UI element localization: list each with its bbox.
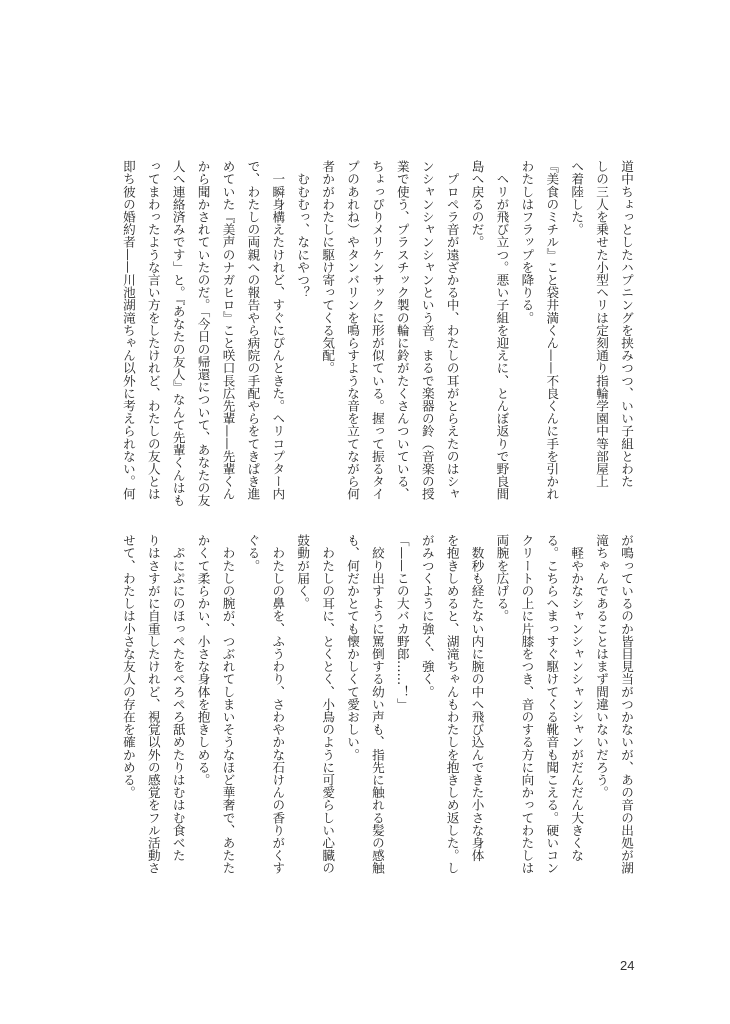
text-line: わたしはフラップを降りる。 <box>519 160 535 324</box>
text-line: 道中ちょっとしたハプニングを挟みつつ、いい子組とわた <box>619 160 634 488</box>
text-line: 数秒も経たない内に腕の中へ飛び込んできた小さな身体 <box>469 534 485 862</box>
text-line: も、何だかとても懐かしくて愛おしい。 <box>345 534 361 761</box>
text-line: 人へ連絡済みです」と。『あなたの友人』なんて先輩くんはも <box>170 160 186 507</box>
text-line: しの三人を乗せた小型ヘリは定刻通り指輪学園中等部屋上 <box>594 160 610 488</box>
text-line: る。こちらへまっすぐ駆けてくる靴音も聞こえる。硬いコン <box>544 534 560 875</box>
text-line: ぐる。 <box>245 534 261 572</box>
text-line: で、わたしの両親への報告やら病院の手配やらをてきぱき進 <box>245 160 261 501</box>
text-line: めていた『美声のナガヒロ』こと咲口長広先輩——先輩くん <box>220 160 236 501</box>
text-line: から聞かされていたのだ。「今日の帰還について、あなたの友 <box>195 160 211 507</box>
text-line: ぷにぷにのほっぺたをぺろぺろ舐めたりはむはむ食べた <box>170 534 186 862</box>
text-line: がみつくように強く、強く。 <box>419 534 435 698</box>
text-line: ンシャンシャンシャンという音。まるで楽器の鈴（音楽の授 <box>419 160 435 501</box>
text-line: むむむっ、なにやつ？ <box>295 160 311 299</box>
page-number: 24 <box>620 958 635 973</box>
text-line: が鳴っているのか皆目見当がつかないが、あの音の出処が湖 <box>619 534 634 875</box>
text-line: かくて柔らかい、小さな身体を抱きしめる。 <box>195 534 211 786</box>
text-line: 滝ちゃんであることはまず間違いないだろう。 <box>594 534 610 799</box>
text-line: 両腕を広げる。 <box>494 534 510 623</box>
text-line: 者かがわたしに駆け寄ってくる気配。 <box>320 160 336 375</box>
text-line: りはさすがに自重したけれど、視覚以外の感覚をフル活動さ <box>145 534 161 875</box>
text-line: わたしの腕が、つぶれてしまいそうなほど華奢で、あたた <box>220 534 236 875</box>
text-line: 『美食のミチル』こと袋井満くん——不良くんに手を引かれ <box>544 160 560 501</box>
top-text-block <box>115 160 638 507</box>
text-line: 即ち彼の婚約者——川池湖滝ちゃん以外に考えられない。何 <box>120 160 136 501</box>
text-line: ヘリが飛び立つ。悪い子組を迎えに、とんぼ返りで野良間 <box>494 160 510 501</box>
text-line: 一瞬身構えたけれど、すぐにぴんときた。ヘリコプター内 <box>270 160 286 501</box>
text-line: 「——この大バカ野郎……！」 <box>394 534 410 711</box>
text-line: わたしの耳に、とくとく、小鳥のように可愛らしい心臓の <box>320 534 336 875</box>
text-line: 鼓動が届く。 <box>295 534 311 610</box>
text-line: 業で使う、プラスチック製の輪に鈴がたくさんついている、 <box>394 160 410 501</box>
text-line: 軽やかなシャンシャンシャンシャンがだんだん大きくな <box>569 534 585 862</box>
text-line: ちょっぴりメリケンサックに形が似ている。握って振るタイ <box>369 160 385 501</box>
text-line: ってまわったような言い方をしたけれど、わたしの友人とは <box>145 160 161 501</box>
text-line: 島へ戻るのだ。 <box>469 160 485 249</box>
bottom-text-block <box>115 534 638 875</box>
text-line: 絞り出すように罵倒する幼い声も、指先に触れる髪の感触 <box>369 534 385 875</box>
text-line: わたしの鼻を、ふうわり、さわやかな石けんの香りがくす <box>270 534 286 875</box>
text-line: プロペラ音が遠ざかる中、わたしの耳がとらえたのはシャ <box>444 160 460 501</box>
text-line: へ着陸した。 <box>569 160 585 236</box>
text-line: クリートの上に片膝をつき、音のする方に向かってわたしは <box>519 534 535 875</box>
text-line: せて、わたしは小さな友人の存在を確かめる。 <box>120 534 136 799</box>
text-line: を抱きしめると、湖滝ちゃんもわたしを抱きしめ返した。し <box>444 534 460 875</box>
text-line: プのあれね）やタンバリンを鳴らすような音を立てながら何 <box>345 160 361 501</box>
